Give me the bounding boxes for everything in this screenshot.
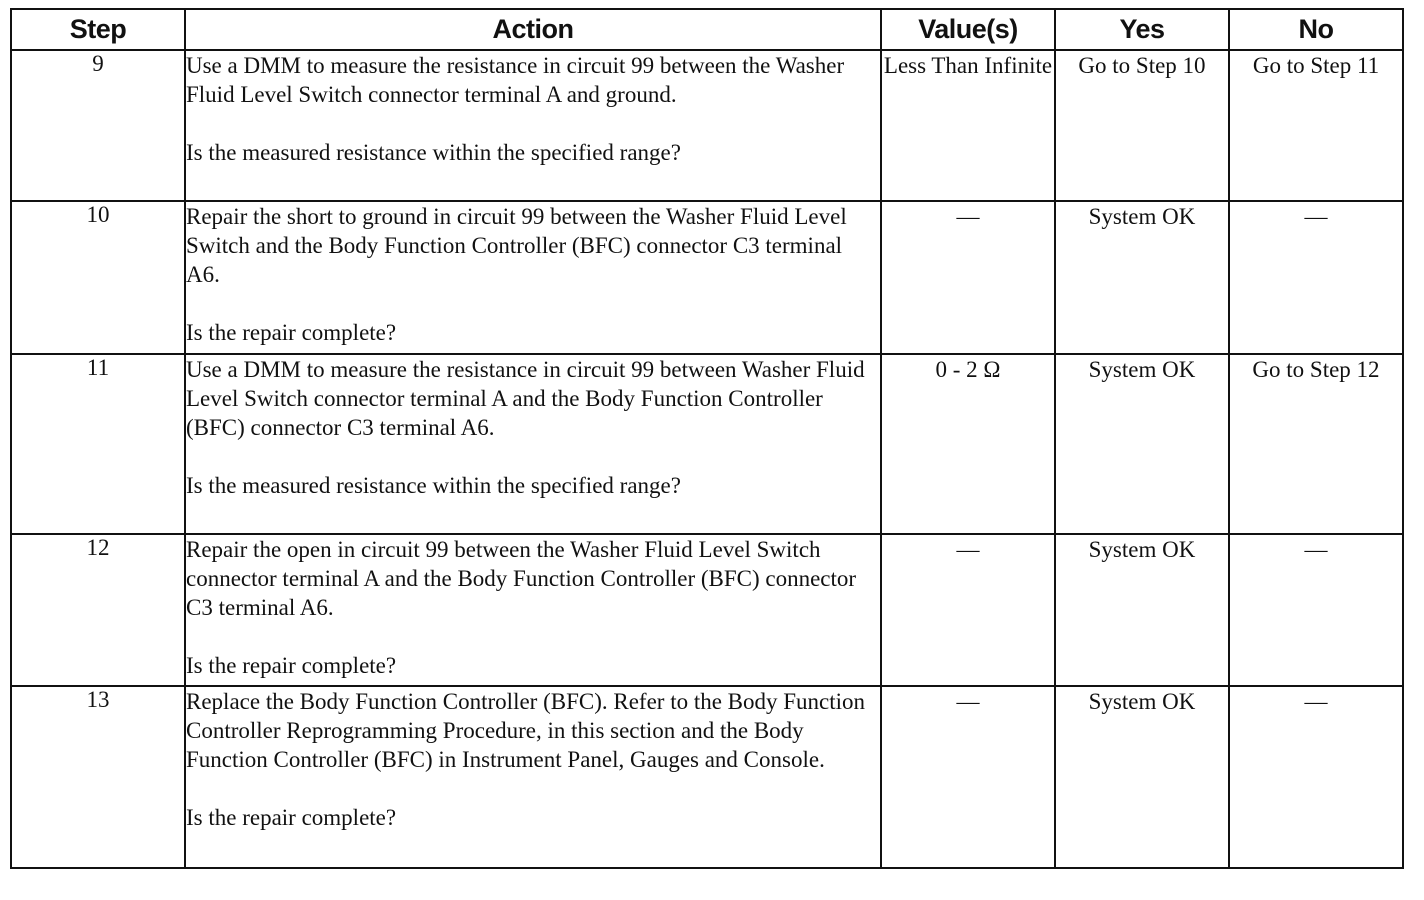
value-cell: — [881,686,1055,868]
action-cell [185,534,881,686]
action-question: Is the measured resistance within the specified range? [186,473,681,498]
header-yes: Yes [1055,9,1229,50]
no-cell: — [1229,534,1403,686]
no-cell: Go to Step 11 [1229,50,1403,201]
header-values: Value(s) [881,9,1055,50]
table-row [11,201,1403,354]
yes-cell: Go to Step 10 [1055,50,1229,201]
action-question: Is the repair complete? [186,320,397,345]
action-text: Repair the short to ground in circuit 99 between the Washer Fluid Level Switch and the Body Function Controller (BFC) connector C3 terminal A6. [186,204,847,287]
table-row [11,534,1403,686]
action-cell [185,50,881,201]
action-cell [185,201,881,354]
table-row [11,50,1403,201]
diagnostic-table [10,8,1404,869]
no-cell: — [1229,201,1403,354]
table-row [11,354,1403,534]
action-text: Repair the open in circuit 99 between the Washer Fluid Level Switch connector terminal A and the Body Function Controller (BFC) connector C3 terminal A6. [186,537,857,620]
action-question: Is the repair complete? [186,805,397,830]
step-number: 12 [11,534,185,686]
yes-cell: System OK [1055,534,1229,686]
step-number: 9 [11,50,185,201]
value-cell: — [881,534,1055,686]
header-step: Step [11,9,185,50]
header-action: Action [185,9,881,50]
action-question: Is the measured resistance within the specified range? [186,140,681,165]
yes-cell: System OK [1055,354,1229,534]
action-cell [185,686,881,868]
value-cell: Less Than Infinite [881,50,1055,201]
header-no: No [1229,9,1403,50]
no-cell: Go to Step 12 [1229,354,1403,534]
action-question: Is the repair complete? [186,653,397,678]
step-number: 11 [11,354,185,534]
action-text: Use a DMM to measure the resistance in circuit 99 between the Washer Fluid Level Switch connector terminal A and ground. [186,53,845,107]
step-number: 13 [11,686,185,868]
value-cell: — [881,201,1055,354]
yes-cell: System OK [1055,201,1229,354]
action-text: Use a DMM to measure the resistance in circuit 99 between Washer Fluid Level Switch connector terminal A and the Body Function Controller (BFC) connector C3 terminal A6. [186,357,865,440]
table-row [11,686,1403,868]
yes-cell: System OK [1055,686,1229,868]
header-row [11,9,1403,50]
no-cell: — [1229,686,1403,868]
value-cell: 0 - 2 Ω [881,354,1055,534]
step-number: 10 [11,201,185,354]
action-text: Replace the Body Function Controller (BFC). Refer to the Body Function Controller Reprogramming Procedure, in this section and the Body Function Controller (BFC) in Instrument Panel, Gauges and Console. [186,689,866,772]
action-cell [185,354,881,534]
